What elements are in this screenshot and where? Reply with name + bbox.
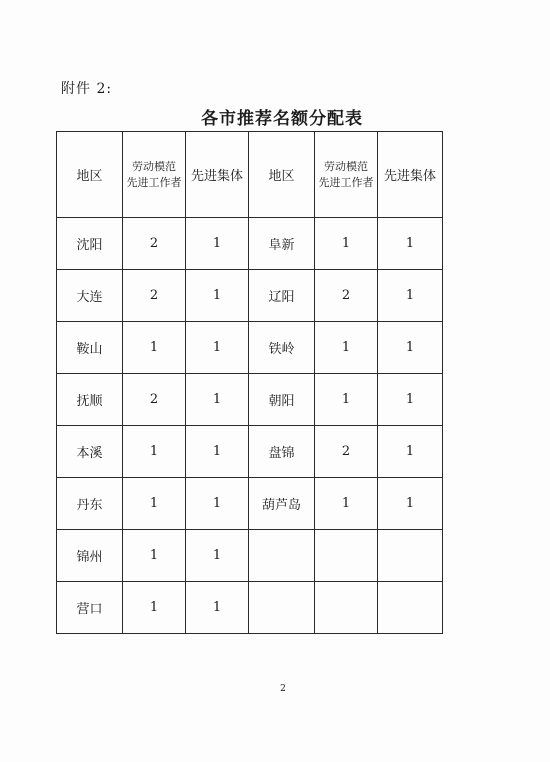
collective-count-2 [378,530,443,582]
attachment-label: 附件 2: [61,81,113,97]
table-row [57,270,443,322]
labor-model-count [123,582,186,634]
labor-model-count [123,530,186,582]
cell-text: 丹东 [76,498,103,513]
header-collective: 先进集体 [186,132,249,218]
cell-text: 1 [405,340,415,355]
region-cell-2 [249,530,315,582]
labor-model-count-2 [315,374,378,426]
table-row [57,322,443,374]
cell-text: 1 [212,236,222,251]
labor-model-count-2 [315,218,378,270]
cell-text: 2 [149,392,159,407]
table-row [57,218,443,270]
collective-count [186,218,249,270]
labor-model-count [123,270,186,322]
region-cell-2 [249,270,315,322]
cell-text: 1 [149,444,159,459]
collective-count-2 [378,218,443,270]
collective-count [186,582,249,634]
allocation-table [56,131,443,634]
cell-text: 1 [405,236,415,251]
labor-model-count-2 [315,530,378,582]
cell-text: 2 [149,288,159,303]
header-region: 地区 [57,132,123,218]
collective-count-2 [378,478,443,530]
collective-count-2 [378,582,443,634]
labor-model-count-2 [315,426,378,478]
collective-count [186,426,249,478]
cell-text: 1 [212,340,222,355]
table-row [57,374,443,426]
labor-model-count-2 [315,270,378,322]
cell-text: 1 [149,600,159,615]
region-cell [57,530,123,582]
cell-text: 1 [212,496,222,511]
cell-text: 本溪 [76,446,103,461]
region-cell [57,582,123,634]
cell-text: 锦州 [76,550,103,565]
region-cell [57,270,123,322]
region-cell [57,426,123,478]
cell-text: 1 [212,288,222,303]
cell-text: 铁岭 [268,342,295,357]
table-row [57,530,443,582]
page-number: 2 [280,684,286,694]
region-cell-2 [249,426,315,478]
cell-text: 1 [405,444,415,459]
table-header-row [57,132,443,218]
cell-text: 2 [341,288,351,303]
labor-model-count [123,322,186,374]
labor-model-count [123,478,186,530]
cell-text: 营口 [76,602,103,617]
collective-count-2 [378,426,443,478]
cell-text: 阜新 [268,238,295,253]
collective-count [186,530,249,582]
cell-text: 1 [212,444,222,459]
collective-count-2 [378,322,443,374]
header-region-2: 地区 [249,132,315,218]
cell-text: 鞍山 [76,342,103,357]
region-cell-2 [249,322,315,374]
cell-text: 盘锦 [268,446,295,461]
labor-model-count [123,218,186,270]
collective-count-2 [378,270,443,322]
region-cell-2 [249,478,315,530]
cell-text: 1 [405,392,415,407]
cell-text: 1 [341,340,351,355]
cell-text: 1 [341,392,351,407]
cell-text: 1 [149,496,159,511]
cell-text: 抚顺 [76,394,103,409]
region-cell-2 [249,218,315,270]
page-title: 各市推荐名额分配表 [201,109,363,129]
header-collective-2: 先进集体 [378,132,443,218]
cell-text: 1 [149,548,159,563]
cell-text: 2 [341,444,351,459]
cell-text: 1 [212,600,222,615]
labor-model-count [123,426,186,478]
collective-count-2 [378,374,443,426]
table-row [57,426,443,478]
collective-count [186,478,249,530]
table-row [57,582,443,634]
header-labor-model: 劳动模范 先进工作者 [123,132,186,218]
cell-text: 辽阳 [268,290,295,305]
region-cell [57,218,123,270]
cell-text: 大连 [76,290,103,305]
cell-text: 1 [405,496,415,511]
labor-model-count-2 [315,322,378,374]
cell-text: 朝阳 [268,394,295,409]
cell-text: 沈阳 [76,238,103,253]
region-cell [57,322,123,374]
labor-model-count [123,374,186,426]
cell-text: 1 [212,548,222,563]
cell-text: 2 [149,236,159,251]
cell-text: 1 [341,496,351,511]
table-row [57,478,443,530]
cell-text: 1 [212,392,222,407]
labor-model-count-2 [315,582,378,634]
region-cell-2 [249,582,315,634]
collective-count [186,322,249,374]
header-labor-model-2: 劳动模范 先进工作者 [315,132,378,218]
cell-text: 葫芦岛 [261,498,301,513]
collective-count [186,374,249,426]
labor-model-count-2 [315,478,378,530]
cell-text: 1 [341,236,351,251]
cell-text: 1 [149,340,159,355]
region-cell [57,478,123,530]
region-cell [57,374,123,426]
region-cell-2 [249,374,315,426]
collective-count [186,270,249,322]
cell-text: 1 [405,288,415,303]
